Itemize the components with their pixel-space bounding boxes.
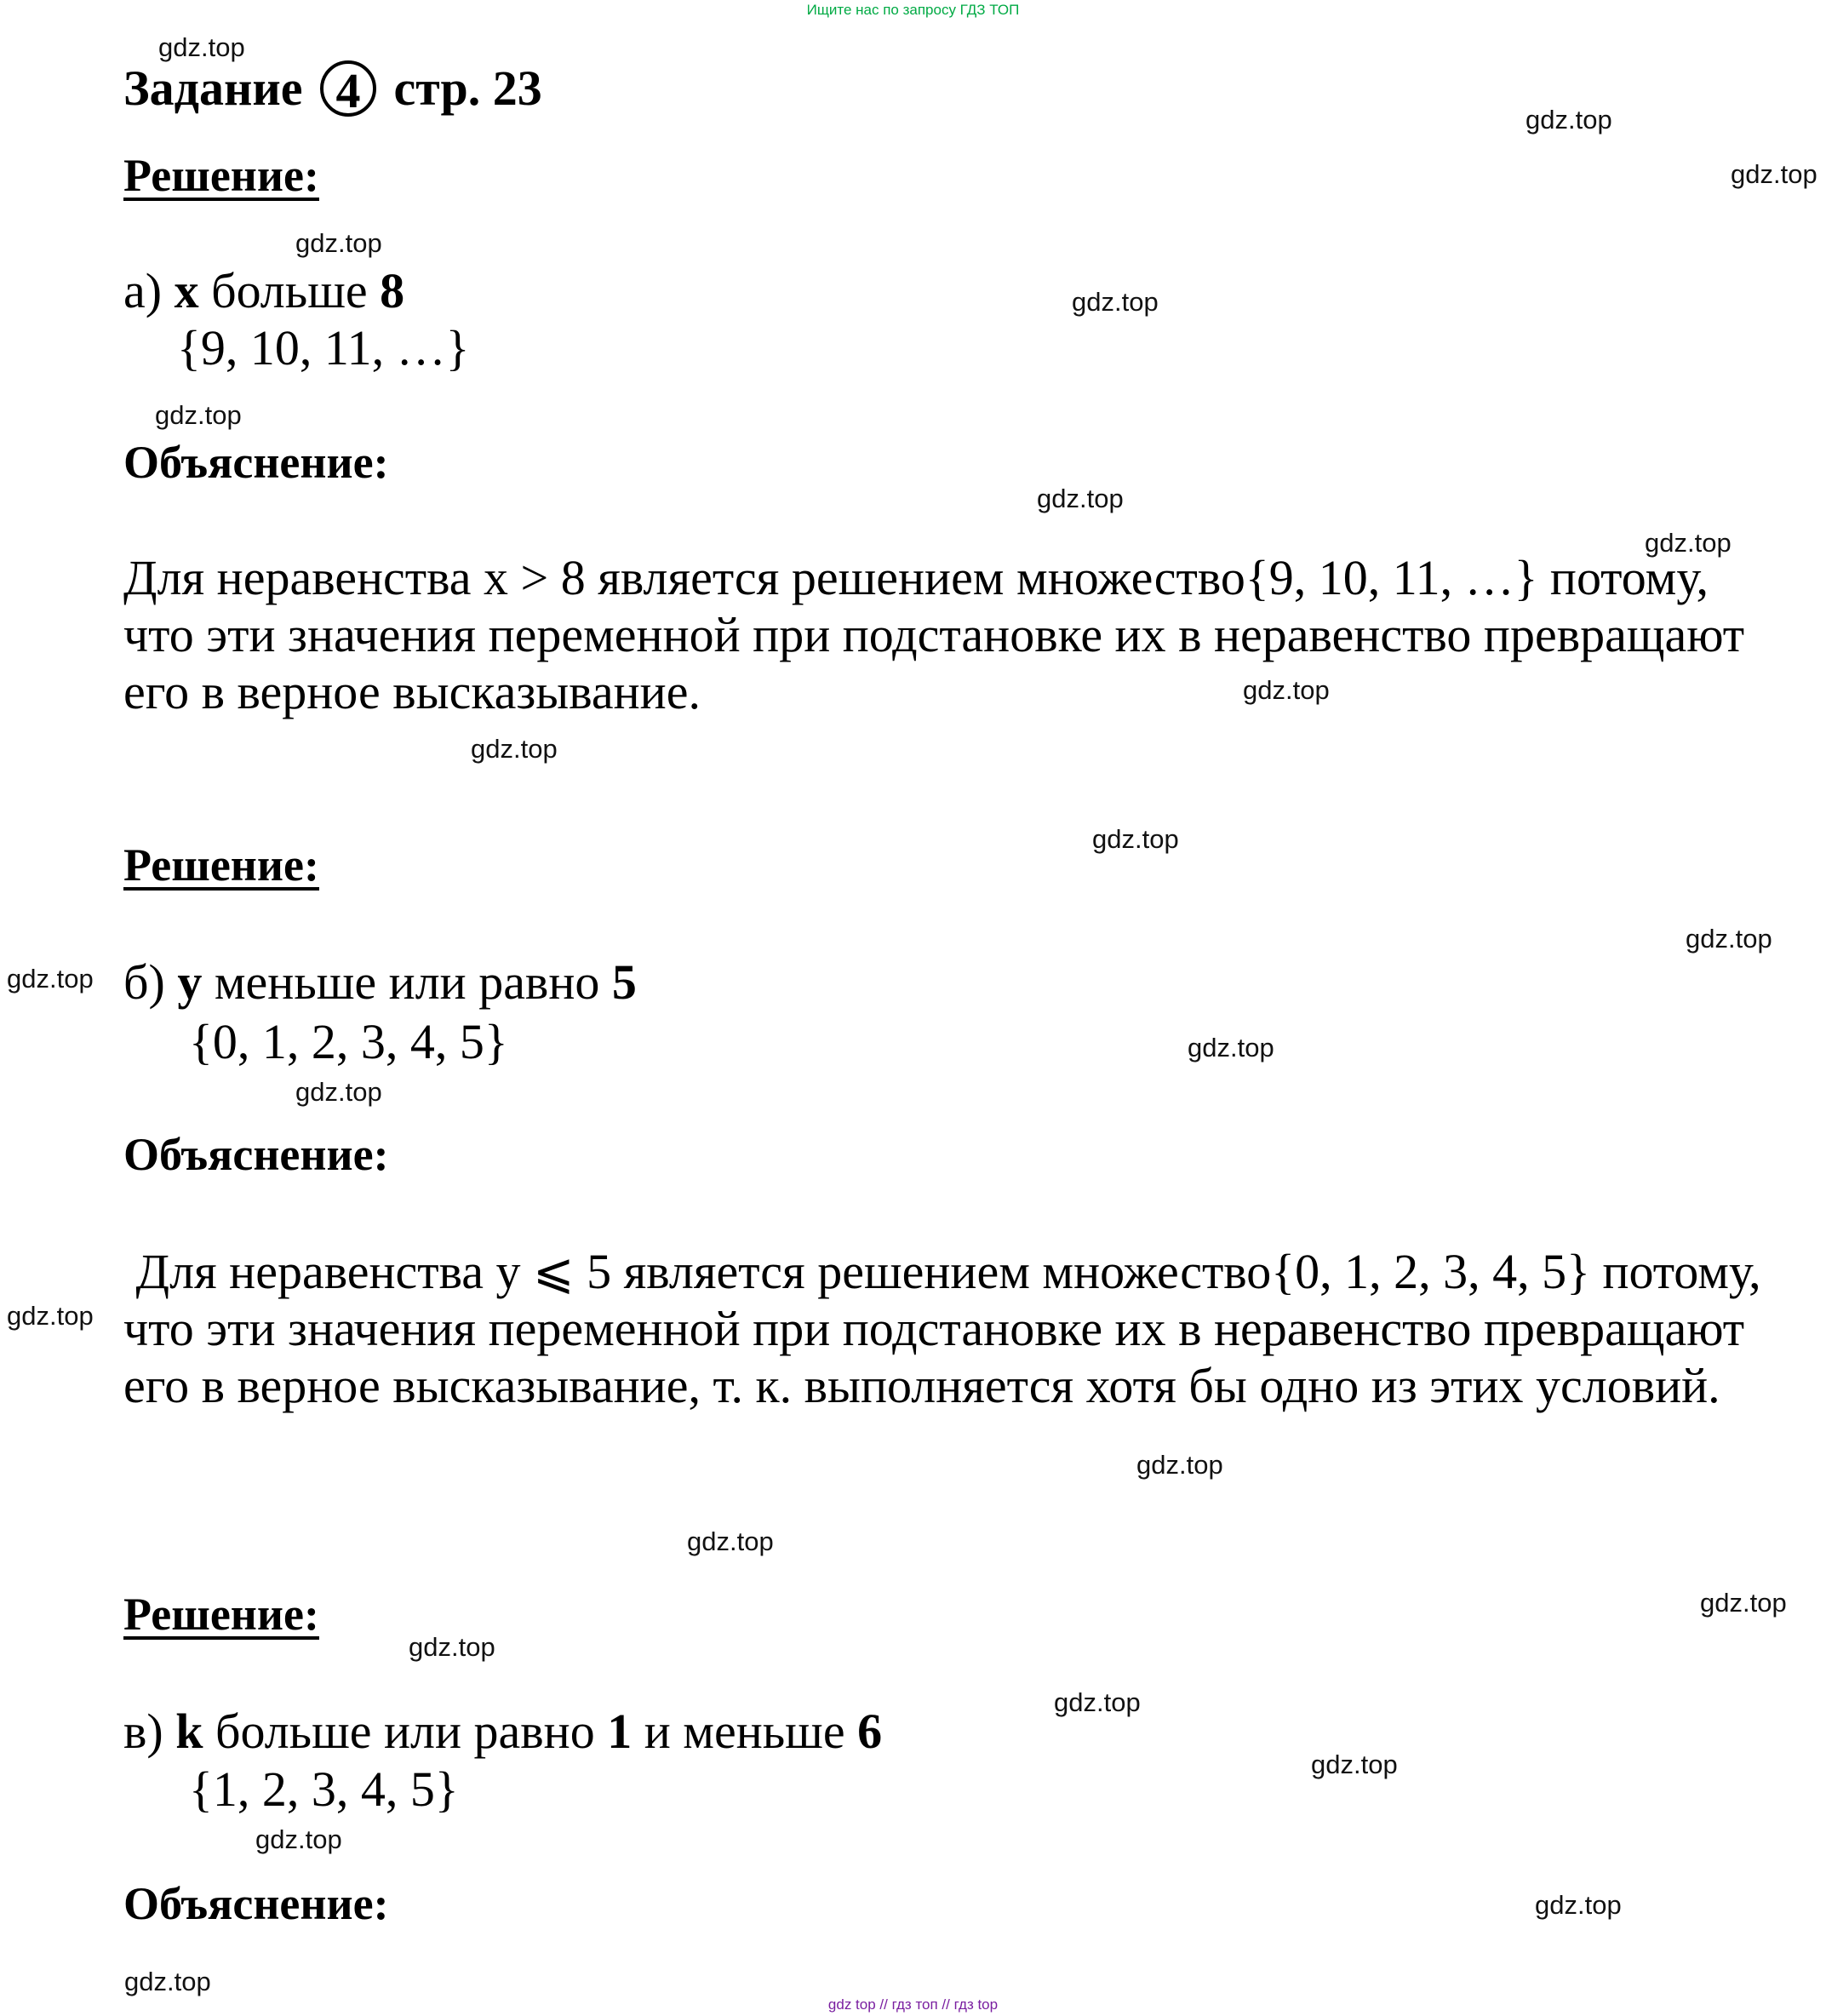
item-c-condition-2: и меньше bbox=[644, 1704, 845, 1759]
watermark: gdz.top bbox=[295, 228, 382, 258]
explanation-a-line-1: Для неравенства x > 8 является решением множество{9, 10, 11, …} потому, bbox=[123, 550, 1709, 605]
watermark: gdz.top bbox=[409, 1632, 495, 1662]
watermark: gdz.top bbox=[295, 1077, 382, 1107]
watermark: gdz.top bbox=[1525, 105, 1612, 135]
set-b: {0, 1, 2, 3, 4, 5} bbox=[189, 1014, 508, 1069]
title-after: стр. 23 bbox=[393, 60, 542, 116]
watermark: gdz.top bbox=[1054, 1687, 1141, 1717]
watermark: gdz.top bbox=[1243, 675, 1330, 705]
explanation-a-line-3: его в верное высказывание. bbox=[123, 664, 701, 719]
item-c-value-2: 6 bbox=[857, 1704, 883, 1759]
set-c: {1, 2, 3, 4, 5} bbox=[189, 1761, 459, 1817]
item-b bbox=[123, 954, 637, 1011]
watermark: gdz.top bbox=[155, 400, 242, 430]
watermark: gdz.top bbox=[1311, 1750, 1398, 1779]
solution-heading-c: Решение: bbox=[123, 1589, 319, 1640]
item-c-letter: в) bbox=[123, 1704, 163, 1759]
item-a-letter: а) bbox=[123, 263, 163, 318]
item-a-value: 8 bbox=[380, 263, 405, 318]
watermark: gdz.top bbox=[7, 964, 94, 994]
watermark: gdz.top bbox=[1535, 1890, 1622, 1920]
watermark: gdz.top bbox=[1136, 1450, 1223, 1480]
explanation-b-line-2: что эти значения переменной при подстановке их в неравенство превращают bbox=[123, 1301, 1745, 1356]
watermark: gdz.top bbox=[255, 1824, 342, 1854]
explanation-heading-b: Объяснение: bbox=[123, 1129, 389, 1180]
watermark: gdz.top bbox=[687, 1526, 774, 1556]
watermark: gdz.top bbox=[1645, 528, 1732, 558]
item-a-variable: x bbox=[174, 263, 199, 318]
explanation-a-line-2: что эти значения переменной при подстановке их в неравенство превращают bbox=[123, 607, 1745, 662]
item-c-variable: k bbox=[175, 1704, 203, 1759]
item-b-variable: y bbox=[177, 954, 203, 1010]
watermark: gdz.top bbox=[158, 32, 245, 62]
item-c bbox=[123, 1703, 882, 1760]
explanation-a bbox=[123, 549, 1744, 720]
item-b-condition: меньше или равно bbox=[214, 954, 600, 1010]
solution-heading-a: Решение: bbox=[123, 150, 319, 201]
explanation-b-line-1: Для неравенства y ⩽ 5 является решением множество{0, 1, 2, 3, 4, 5} потому, bbox=[123, 1244, 1761, 1299]
watermark: gdz.top bbox=[1092, 824, 1179, 854]
item-a bbox=[123, 262, 404, 319]
item-b-value: 5 bbox=[611, 954, 637, 1010]
page-title bbox=[123, 60, 542, 122]
watermark: gdz.top bbox=[7, 1301, 94, 1331]
watermark: gdz.top bbox=[1072, 287, 1159, 317]
set-a: {9, 10, 11, …} bbox=[177, 320, 470, 375]
title-before: Задание bbox=[123, 60, 303, 116]
watermark: gdz.top bbox=[1188, 1033, 1274, 1062]
top-banner[interactable]: Ищите нас по запросу ГДЗ ТОП bbox=[806, 2, 1020, 18]
explanation-heading-c: Объяснение: bbox=[123, 1878, 389, 1929]
item-b-letter: б) bbox=[123, 954, 165, 1010]
item-c-value: 1 bbox=[607, 1704, 633, 1759]
explanation-b bbox=[123, 1243, 1761, 1414]
solution-heading-b: Решение: bbox=[123, 839, 319, 891]
item-c-condition: больше или равно bbox=[215, 1704, 595, 1759]
watermark: gdz.top bbox=[1037, 484, 1124, 513]
watermark: gdz.top bbox=[1700, 1588, 1787, 1618]
bottom-footer-links[interactable]: gdz top // гдз топ // гдз top bbox=[827, 1996, 999, 2013]
watermark: gdz.top bbox=[1731, 159, 1817, 189]
watermark: gdz.top bbox=[471, 734, 558, 764]
item-a-condition: больше bbox=[211, 263, 368, 318]
explanation-heading-a: Объяснение: bbox=[123, 437, 389, 488]
explanation-b-line-3: его в верное высказывание, т. к. выполняется хотя бы одно из этих условий. bbox=[123, 1358, 1720, 1413]
task-number-circle: 4 bbox=[320, 60, 376, 117]
watermark: gdz.top bbox=[1686, 924, 1772, 954]
watermark: gdz.top bbox=[124, 1967, 211, 1996]
